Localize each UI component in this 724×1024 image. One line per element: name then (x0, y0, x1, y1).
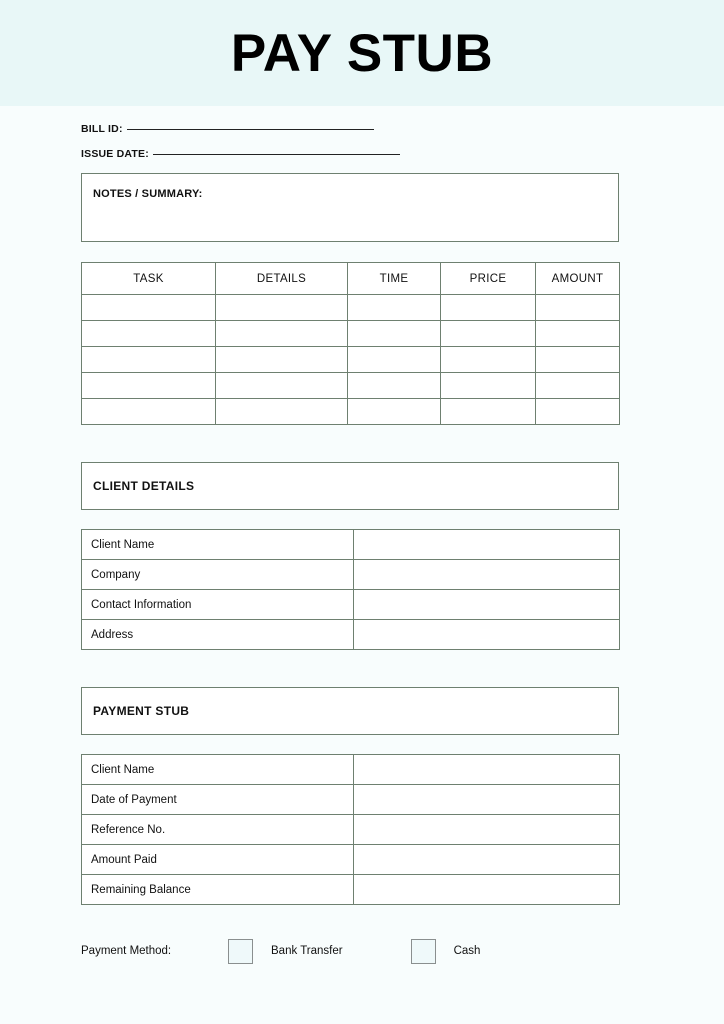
field-value-company[interactable] (354, 560, 620, 590)
field-value-contact-information[interactable] (354, 590, 620, 620)
cell-time[interactable] (348, 373, 441, 399)
table-row (82, 875, 620, 905)
document-header-band (0, 0, 724, 106)
cell-task[interactable] (82, 399, 216, 425)
cell-time[interactable] (348, 295, 441, 321)
issue-date-label: ISSUE DATE: (81, 147, 149, 160)
field-value-reference-no[interactable] (354, 815, 620, 845)
table-row (82, 755, 620, 785)
cell-amount[interactable] (536, 373, 620, 399)
field-value-client-name[interactable] (354, 530, 620, 560)
issue-date-input[interactable] (153, 154, 400, 155)
column-header-time: TIME (348, 263, 441, 295)
table-row (82, 620, 620, 650)
notes-summary-label: NOTES / SUMMARY: (93, 188, 203, 200)
field-label-date-of-payment: Date of Payment (82, 785, 354, 815)
column-header-amount: AMOUNT (536, 263, 620, 295)
cell-details[interactable] (216, 321, 348, 347)
cell-amount[interactable] (536, 295, 620, 321)
table-row (82, 399, 620, 425)
checkbox-bank-transfer[interactable] (228, 939, 253, 964)
client-details-table (81, 529, 620, 650)
column-header-task: TASK (82, 263, 216, 295)
payment-stub-table (81, 754, 620, 905)
bill-id-row (81, 124, 619, 135)
column-header-details: DETAILS (216, 263, 348, 295)
cell-amount[interactable] (536, 347, 620, 373)
cell-amount[interactable] (536, 321, 620, 347)
items-table (81, 262, 620, 425)
checkbox-cash[interactable] (411, 939, 436, 964)
cell-details[interactable] (216, 373, 348, 399)
notes-summary-box[interactable] (81, 173, 619, 242)
items-table-header-row (82, 263, 620, 295)
cell-price[interactable] (441, 295, 536, 321)
field-value-client-name[interactable] (354, 755, 620, 785)
field-label-company: Company (82, 560, 354, 590)
field-value-remaining-balance[interactable] (354, 875, 620, 905)
table-row (82, 590, 620, 620)
table-row (82, 347, 620, 373)
table-row (82, 321, 620, 347)
client-details-title: CLIENT DETAILS (93, 479, 195, 493)
table-row (82, 785, 620, 815)
cell-time[interactable] (348, 347, 441, 373)
cell-details[interactable] (216, 295, 348, 321)
payment-method-label: Payment Method: (81, 945, 172, 957)
meta-block (81, 106, 619, 159)
issue-date-row (81, 149, 619, 160)
field-value-address[interactable] (354, 620, 620, 650)
payment-method-option-label-bank-transfer: Bank Transfer (271, 945, 343, 957)
table-row (82, 560, 620, 590)
table-row (82, 295, 620, 321)
cell-price[interactable] (441, 399, 536, 425)
payment-stub-title: PAYMENT STUB (93, 704, 190, 718)
cell-task[interactable] (82, 347, 216, 373)
field-label-address: Address (82, 620, 354, 650)
cell-task[interactable] (82, 295, 216, 321)
payment-method-option-cash[interactable] (411, 939, 481, 964)
column-header-price: PRICE (441, 263, 536, 295)
cell-price[interactable] (441, 347, 536, 373)
bill-id-label: BILL ID: (81, 123, 123, 135)
client-details-section-header (81, 462, 619, 510)
cell-time[interactable] (348, 399, 441, 425)
page-title: PAY STUB (230, 23, 494, 83)
cell-task[interactable] (82, 321, 216, 347)
payment-stub-section-header (81, 687, 619, 735)
cell-time[interactable] (348, 321, 441, 347)
bill-id-input[interactable] (127, 129, 374, 130)
payment-method-row (81, 938, 619, 964)
field-label-client-name: Client Name (82, 755, 354, 785)
table-row (82, 815, 620, 845)
cell-amount[interactable] (536, 399, 620, 425)
document-content (81, 106, 619, 964)
table-row (82, 530, 620, 560)
field-label-remaining-balance: Remaining Balance (82, 875, 354, 905)
field-label-amount-paid: Amount Paid (82, 845, 354, 875)
table-row (82, 373, 620, 399)
cell-details[interactable] (216, 347, 348, 373)
cell-price[interactable] (441, 373, 536, 399)
payment-method-option-bank-transfer[interactable] (228, 939, 343, 964)
field-value-amount-paid[interactable] (354, 845, 620, 875)
cell-task[interactable] (82, 373, 216, 399)
payment-method-option-label-cash: Cash (453, 945, 481, 957)
cell-details[interactable] (216, 399, 348, 425)
table-row (82, 845, 620, 875)
cell-price[interactable] (441, 321, 536, 347)
field-value-date-of-payment[interactable] (354, 785, 620, 815)
field-label-contact-information: Contact Information (82, 590, 354, 620)
field-label-client-name: Client Name (82, 530, 354, 560)
field-label-reference-no: Reference No. (82, 815, 354, 845)
